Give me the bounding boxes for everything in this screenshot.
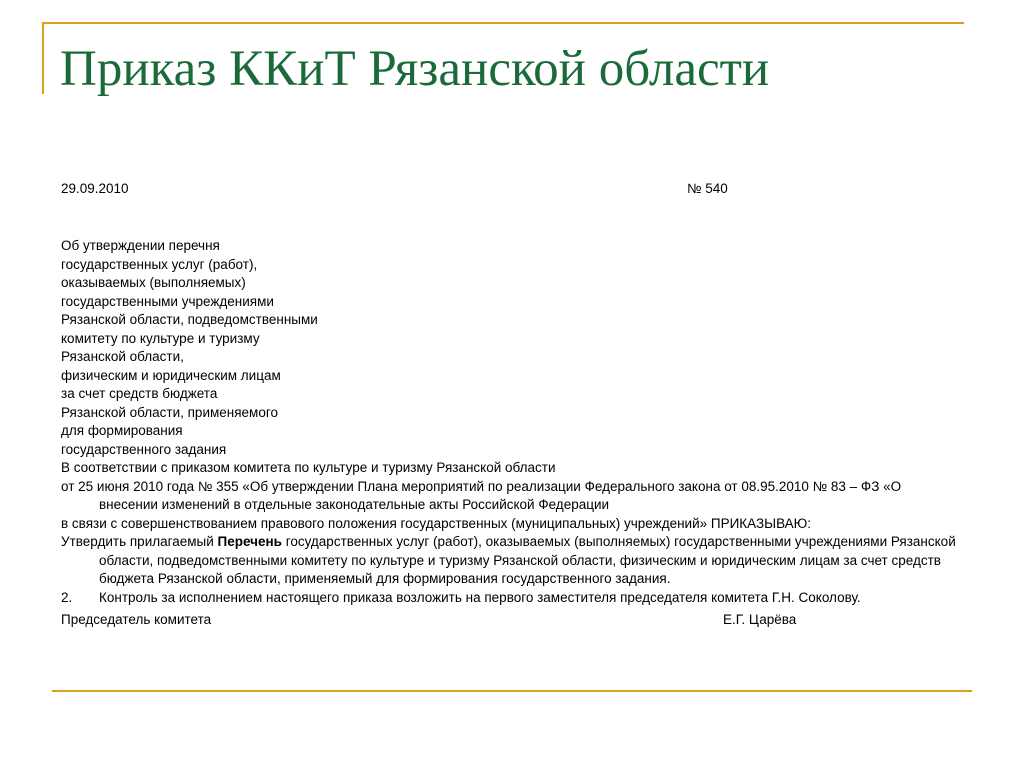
item-1-prefix: Утвердить прилагаемый [61,534,218,549]
signer-position: Председатель комитета [61,612,212,627]
subject-line: комитету по культуре и туризму [61,330,260,346]
order-number: № 540 [687,181,728,196]
subject-line: государственных услуг (работ), [61,256,258,272]
subject-line: Рязанской области, применяемого [61,404,278,420]
slide-title: Приказ ККиТ Рязанской области [60,41,770,97]
item-1-bold-term: Перечень [217,534,282,549]
order-date: 29.09.2010 [61,181,129,196]
subject-line: Рязанской области, [61,349,184,364]
document-body [61,180,961,629]
bottom-divider [52,690,972,692]
order-item-1 [61,533,961,589]
order-meta [61,180,961,198]
item-2-number: 2. [61,589,73,605]
item-1-rest: государственных услуг (работ), оказываемых (выполняемых) государственными учреждениями Рязанской области, подведомственными комитету по культуре и туризму Рязанской области, физическим и юридическим лицам за счет средств бюджета Рязанской области, применяемый для формирования государственного задания. [99,534,956,586]
subject-line: государственными учреждениями [61,293,274,309]
order-item-2 [61,589,961,608]
subject-line: государственного задания [61,441,227,457]
subject-line: оказываемых (выполняемых) [61,275,246,290]
signer-name: Е.Г. Царёва [723,612,797,627]
subject-line: Рязанской области, подведомственными [61,312,318,327]
item-2-text: Контроль за исполнением настоящего приказа возложить на первого заместителя председателя комитета Г.Н. Соколову. [99,589,861,605]
order-paragraph: в связи с совершенствованием правового положения государственных (муниципальных) учреждений» ПРИКАЗЫВАЮ: [61,515,812,531]
subject-line: Об утверждении перечня [61,238,220,253]
top-divider [42,22,964,24]
subject-line: за счет средств бюджета [61,386,218,401]
reference-paragraph: от 25 июня 2010 года № 355 «Об утверждении Плана мероприятий по реализации Федерального закона от 08.95.2010 № 83 – ФЗ «О внесении изменений в отдельные законодательные акты Российской Федерации [61,478,902,512]
order-subject [61,237,961,459]
signature-block [61,611,961,629]
subject-line: физическим и юридическим лицам [61,367,281,383]
left-divider [42,22,44,94]
subject-line: для формирования [61,423,183,438]
preamble-paragraph: В соответствии с приказом комитета по культуре и туризму Рязанской области [61,460,556,475]
spacer [61,198,961,237]
